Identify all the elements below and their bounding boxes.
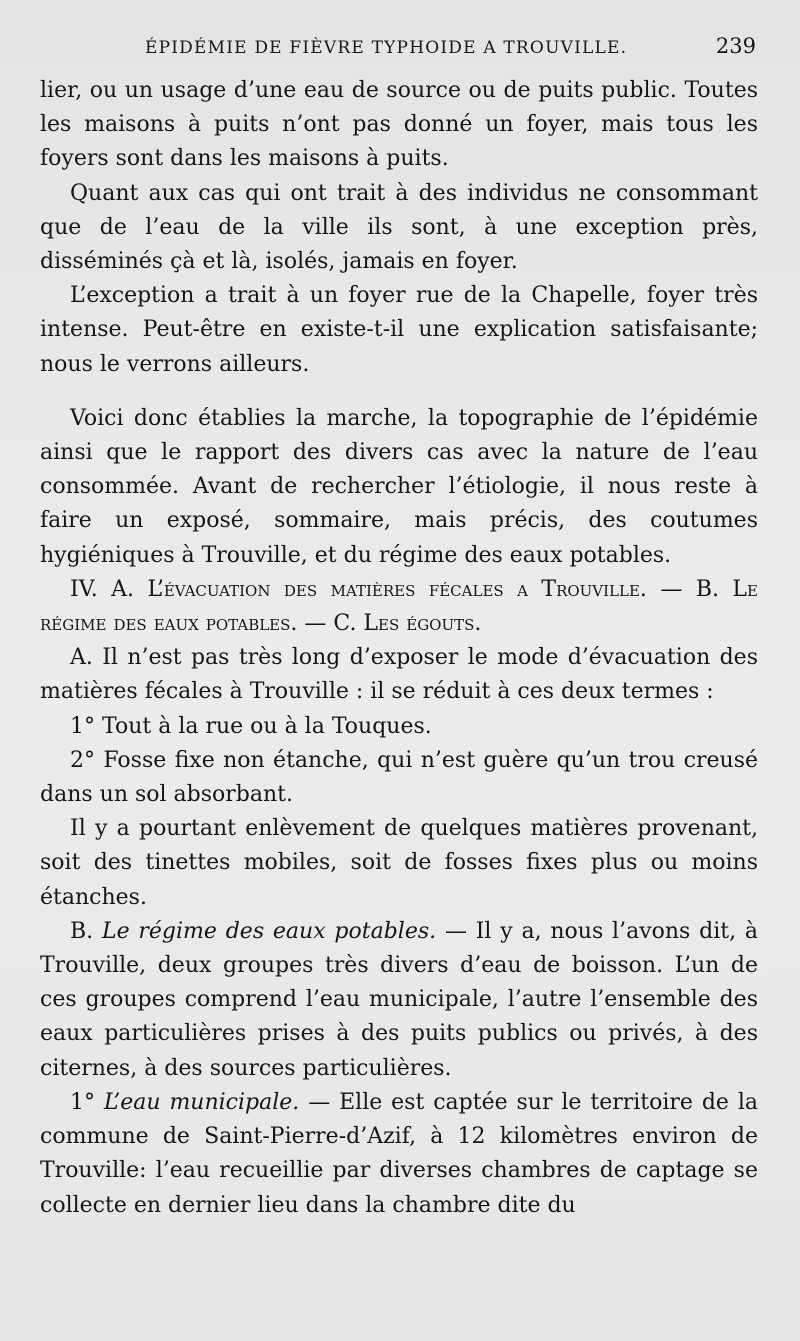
page-body xyxy=(40,74,758,1223)
paragraph-6: 1° Tout à la rue ou à la Touques. xyxy=(70,713,432,739)
page-number: 239 xyxy=(715,34,756,58)
paragraph-2: Quant aux cas qui ont trait à des individus ne consommant que de l’eau de la ville ils sont, à une exception près, disséminés çà et là, isolés, jamais en foyer. xyxy=(40,180,758,275)
section-heading: IV. A. L’évacuation des matières fécales a Trouville. — B. Le régime des eaux potables. — C. Les égouts. xyxy=(40,576,758,637)
running-title: ÉPIDÉMIE DE FIÈVRE TYPHOIDE A TROUVILLE. xyxy=(145,38,628,58)
paragraph-5: A. Il n’est pas très long d’exposer le mode d’évacuation des matières fécales à Trouville : il se réduit à ces deux termes : xyxy=(40,645,758,705)
paragraph-10-text: — Elle est captée sur le territoire de la commune de Saint-Pierre-d’Azif, à 12 kilomètres environ de Trouville: l’eau recueillie par diverses chambres de captage se collecte en dernier lieu dans la chambre dite du xyxy=(40,1089,758,1218)
paragraph-9-title: Le régime des eaux potables. xyxy=(101,918,437,944)
paragraph-9-text: — Il y a, nous l’avons dit, à Trouville, deux groupes très divers d’eau de boisson. L’un de ces groupes comprend l’eau municipale, l’autre l’ensemble des eaux particulières prises à des puits publics ou privés, à des citernes, à des sources particulières. xyxy=(40,918,758,1081)
paragraph-4: Voici donc établies la marche, la topographie de l’épidémie ainsi que le rapport des divers cas avec la nature de l’eau consommée. Avant de rechercher l’étiologie, il nous reste à faire un exposé, sommaire, mais précis, des coutumes hygiéniques à Trouville, et du régime des eaux potables. xyxy=(40,405,758,568)
paragraph-gap xyxy=(40,382,758,402)
paragraph-10-title: L’eau municipale. xyxy=(103,1089,300,1115)
paragraph-9 xyxy=(40,915,758,1086)
paragraph-10-lead: 1° xyxy=(70,1089,95,1115)
paragraph-10 xyxy=(40,1086,758,1223)
running-head xyxy=(145,34,758,74)
paragraph-7: 2° Fosse fixe non étanche, qui n’est guère qu’un trou creusé dans un sol absorbant. xyxy=(40,747,758,808)
paragraph-8: Il y a pourtant enlèvement de quelques matières provenant, soit des tinettes mobiles, soit de fosses fixes plus ou moins étanches. xyxy=(40,816,758,910)
paragraph-1: lier, ou un usage d’une eau de source ou de puits public. Toutes les maisons à puits n’ont pas donné un foyer, mais tous les foyers sont dans les maisons à puits. xyxy=(40,78,758,172)
paragraph-9-lead: B. xyxy=(70,918,94,944)
paragraph-3: L’exception a trait à un foyer rue de la Chapelle, foyer très intense. Peut-être en existe-t-il une explication satisfaisante; nous le verrons ailleurs. xyxy=(40,283,758,377)
